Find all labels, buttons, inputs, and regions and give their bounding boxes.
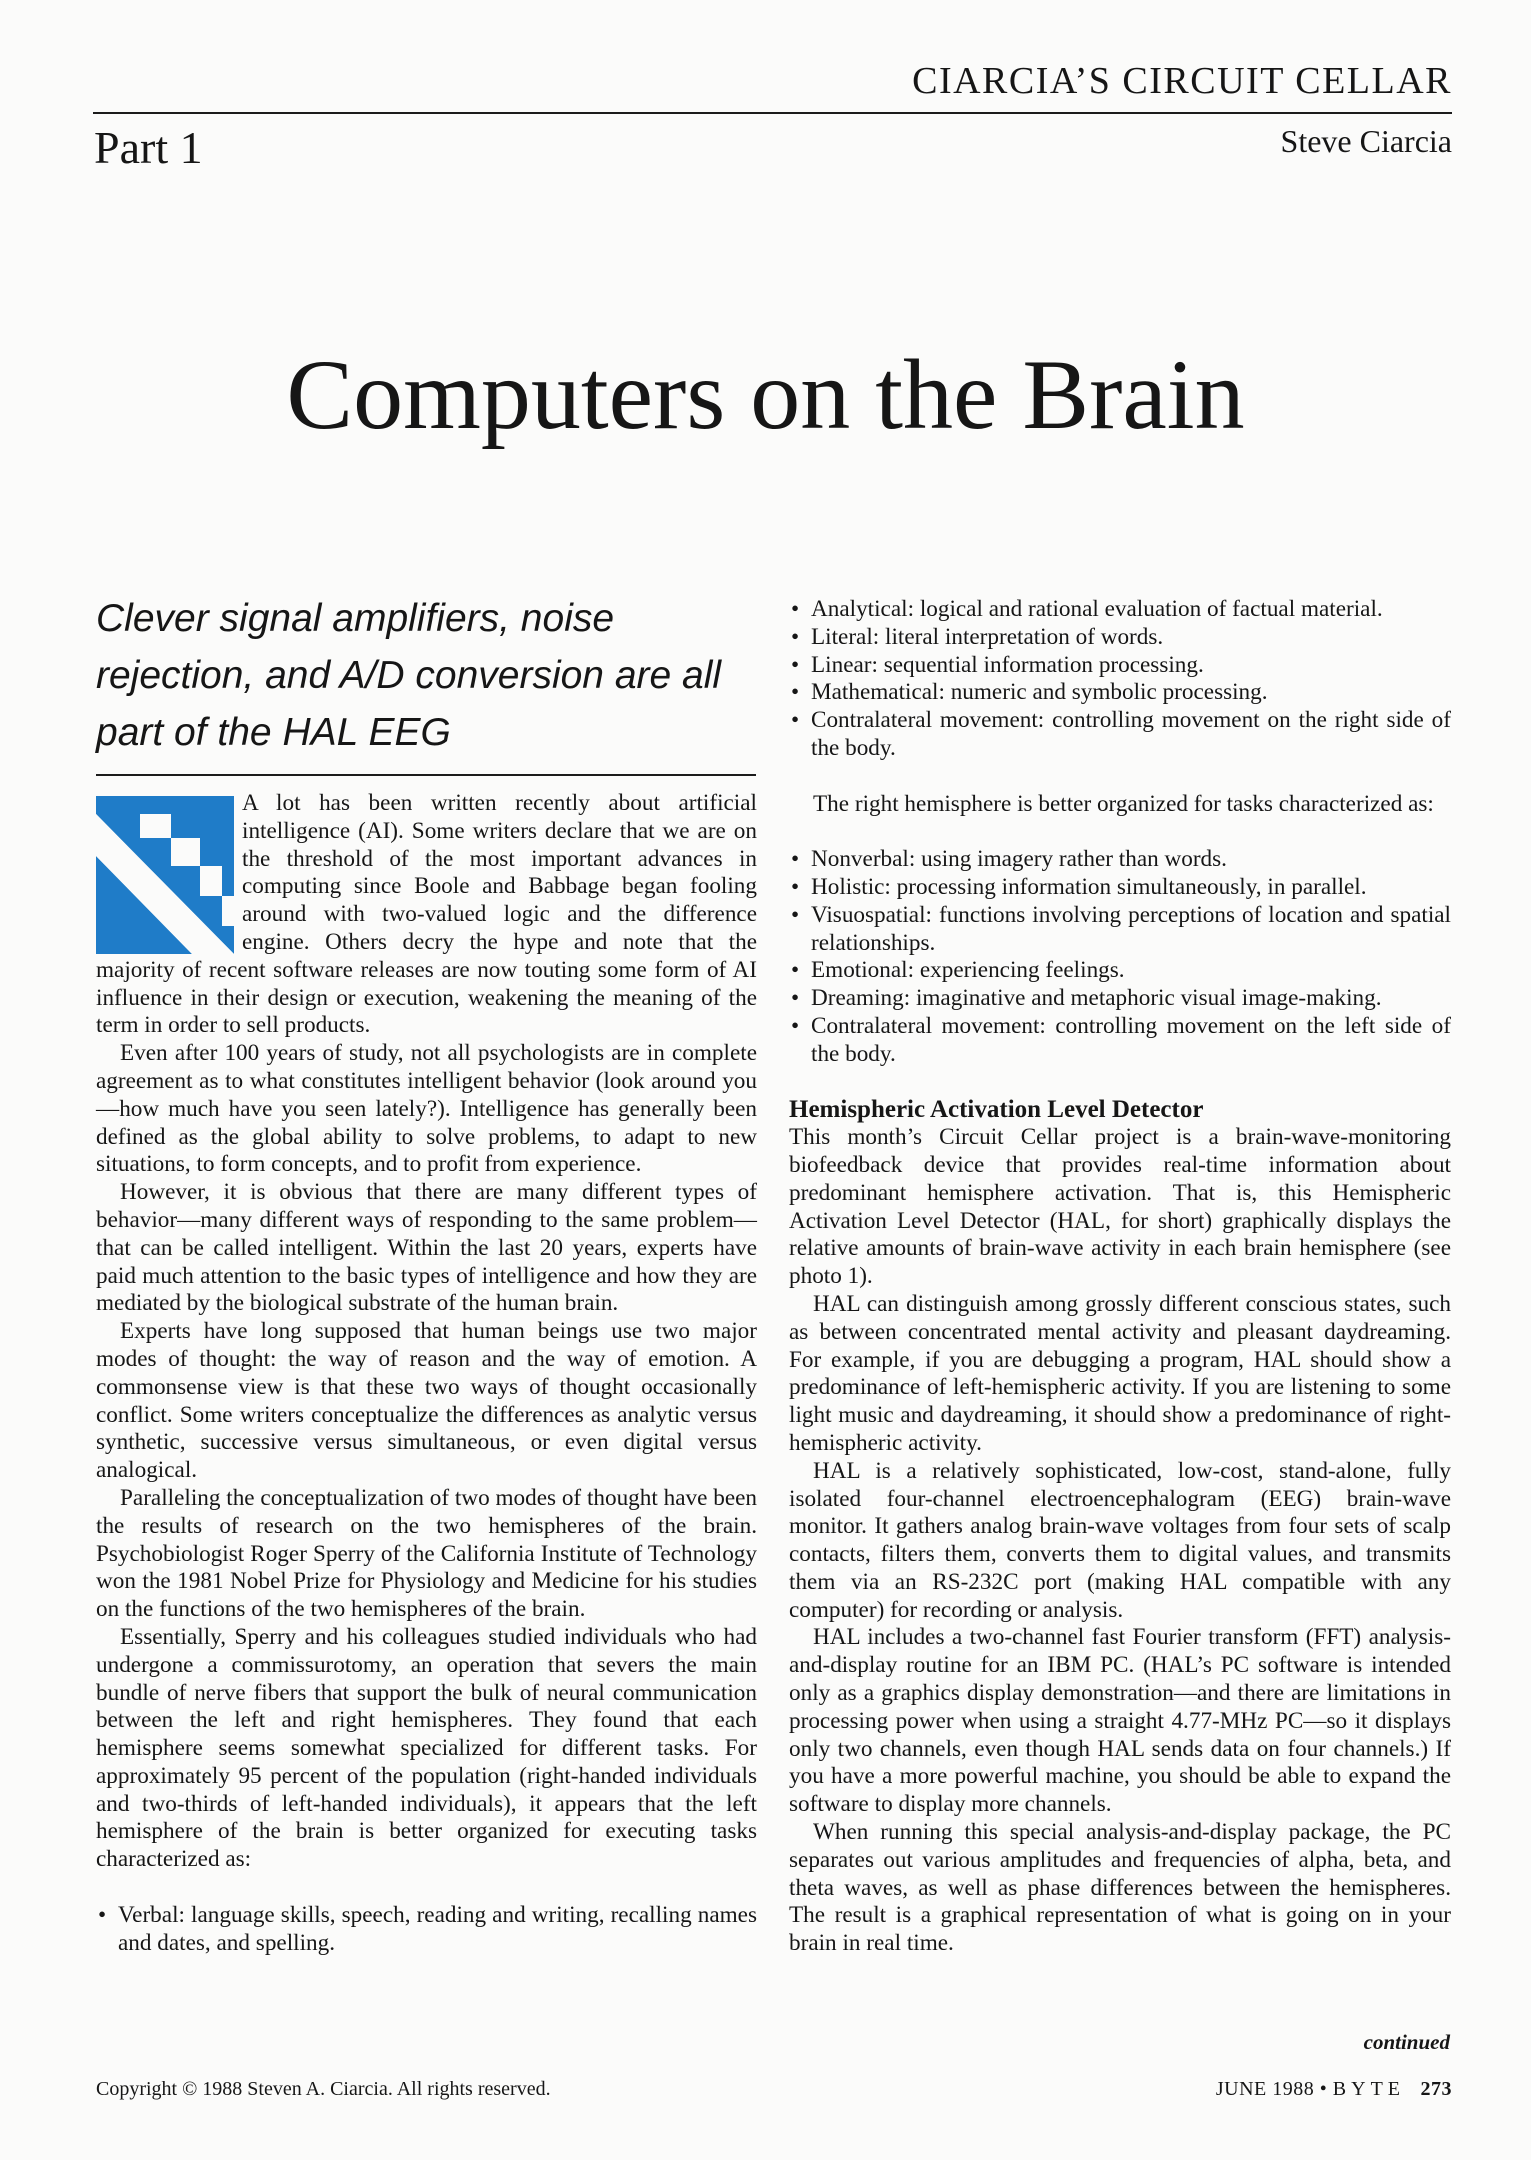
paragraph: Even after 100 years of study, not all psychologists are in complete agreement as to what constitutes intelligent behavior (look around you—how much have you seen lately?). Intelligence has generally been defined as the global ability to solve problems, to adapt to new situations, to form concepts, and to profit from experience. bbox=[96, 1040, 757, 1178]
list-item: • Analytical: logical and rational evaluation of factual material. bbox=[789, 596, 1451, 624]
list-item: • Contralateral movement: controlling movement on the right side of the body. bbox=[789, 707, 1451, 763]
paragraph: When running this special analysis-and-display package, the PC separates out various amplitudes and frequencies of alpha, beta, and theta waves, as well as phase differences between the hemispheres. The result is a graphical representation of what is going on in your brain in real time. bbox=[789, 1819, 1451, 1957]
author-byline: Steve Ciarcia bbox=[1280, 123, 1452, 159]
page-number: 273 bbox=[1420, 2078, 1452, 2100]
paragraph: This month’s Circuit Cellar project is a brain-wave-monitoring biofeedback device that provides real-time information about predominant hemisphere activation. That is, this Hemispheric Activation Level Detector (HAL, for short) graphically displays the relative amounts of brain-wave activity in each brain hemisphere (see photo 1). bbox=[789, 1124, 1451, 1290]
magazine-name: BYTE bbox=[1332, 2078, 1405, 2100]
list-item: • Dreaming: imaginative and metaphoric visual image-making. bbox=[789, 985, 1451, 1013]
list-item: • Emotional: experiencing feelings. bbox=[789, 957, 1451, 985]
list-item: • Literal: literal interpretation of words. bbox=[789, 624, 1451, 652]
right-column bbox=[789, 596, 1451, 1958]
left-hemisphere-list bbox=[789, 596, 1451, 763]
paragraph: However, it is obvious that there are many different types of behavior—many different ways of responding to the same problem—that can be called intelligent. Within the last 20 years, experts have paid much attention to the basic types of intelligence and how they are mediated by the biological substrate of the human brain. bbox=[96, 1179, 757, 1317]
list-item: • Contralateral movement: controlling movement on the left side of the body. bbox=[789, 1013, 1451, 1069]
list-item: • Visuospatial: functions involving perceptions of location and spatial relationships. bbox=[789, 902, 1451, 958]
issue-date: JUNE 1988 bbox=[1215, 2078, 1315, 2100]
article-title: Computers on the Brain bbox=[286, 339, 1245, 450]
list-item: • Mathematical: numeric and symbolic processing. bbox=[789, 679, 1451, 707]
paragraph: Paralleling the conceptualization of two modes of thought have been the results of research on the two hemispheres of the brain. Psychobiologist Roger Sperry of the California Institute of Technology won the 1981 Nobel Prize for Physiology and Medicine for his studies on the functions of the two hemispheres of the brain. bbox=[96, 1484, 757, 1623]
article-deck: Clever signal amplifiers, noise rejection, and A/D conversion are all part of the HAL EEG bbox=[96, 597, 722, 754]
list-item: • Verbal: language skills, speech, reading and writing, recalling names and dates, and spelling. bbox=[96, 1902, 757, 1958]
section-heading: Hemispheric Activation Level Detector bbox=[789, 1096, 1204, 1124]
list-item: • Holistic: processing information simultaneously, in parallel. bbox=[789, 874, 1451, 902]
page-folio bbox=[1216, 2078, 1452, 2101]
left-column bbox=[96, 790, 757, 1957]
part-label: Part 1 bbox=[94, 122, 203, 173]
paragraph: The right hemisphere is better organized for tasks characterized as: bbox=[813, 790, 1434, 817]
column-title: CIARCIA’S CIRCUIT CELLAR bbox=[912, 60, 1452, 102]
folio-separator: • bbox=[1319, 2078, 1328, 2100]
paragraph: Experts have long supposed that human beings use two major modes of thought: the way of reason and the way of emotion. A commonsense view is that these two ways of thought occasionally conflict. Some writers conceptualize the differences as analytic versus synthetic, successive versus simultaneous, or even digital versus analogical. bbox=[96, 1318, 757, 1484]
paragraph: Essentially, Sperry and his colleagues studied individuals who had undergone a commissurotomy, an operation that severs the main bundle of nerve fibers that support the bulk of neural communication between the left and right hemispheres. They found that each hemisphere seems somewhat specialized for different tasks. For approximately 95 percent of the population (right-handed individuals and two-thirds of left-handed individuals), it appears that the left hemisphere of the brain is better organized for executing tasks characterized as: bbox=[96, 1623, 757, 1873]
copyright-notice: Copyright © 1988 Steven A. Ciarcia. All rights reserved. bbox=[96, 2078, 551, 2100]
right-hemisphere-list bbox=[789, 846, 1451, 1068]
paragraph-text: A lot has been written recently about artificial intelligence (AI). Some writers declare that we are on the threshold of the most important advances in computing since Boole and Babbage began fooling around with two-valued logic and the difference engine. Others decry the hype and note that the majority of recent software releases are now touting some form of AI influence in their design or execution, weakening the meaning of the term in order to sell products. bbox=[96, 790, 757, 1039]
left-hemisphere-list-continued bbox=[96, 1902, 757, 1958]
list-item: • Nonverbal: using imagery rather than words. bbox=[789, 846, 1451, 874]
paragraph: HAL can distinguish among grossly different conscious states, such as between concentrated mental activity and pleasant daydreaming. For example, if you are debugging a program, HAL should show a predominance of left-hemispheric activity. If you are listening to some light music and daydreaming, it should show a predominance of right-hemispheric activity. bbox=[789, 1290, 1451, 1456]
continued-label: continued bbox=[1363, 2030, 1450, 2054]
list-item: • Linear: sequential information processing. bbox=[789, 652, 1451, 680]
deck-rule bbox=[96, 774, 756, 776]
header-rule bbox=[93, 112, 1452, 114]
paragraph: HAL is a relatively sophisticated, low-cost, stand-alone, fully isolated four-channel electroencephalogram (EEG) brain-wave monitor. It gathers analog brain-wave voltages from four sets of scalp contacts, filters them, converts them to digital values, and transmits them via an RS-232C port (making HAL compatible with any computer) for recording or analysis. bbox=[789, 1457, 1451, 1623]
paragraph-intro bbox=[96, 790, 757, 1040]
paragraph: HAL includes a two-channel fast Fourier transform (FFT) analysis-and-display routine for an IBM PC. (HAL’s PC software is intended only as a graphics display demonstration—and there are limitations in processing power when using a straight 4.77-MHz PC—so it displays only two channels, even though HAL sends data on four channels.) If you have a more powerful machine, you should be able to expand the software to display more channels. bbox=[789, 1624, 1451, 1818]
drop-cap-stair-icon bbox=[96, 796, 234, 954]
